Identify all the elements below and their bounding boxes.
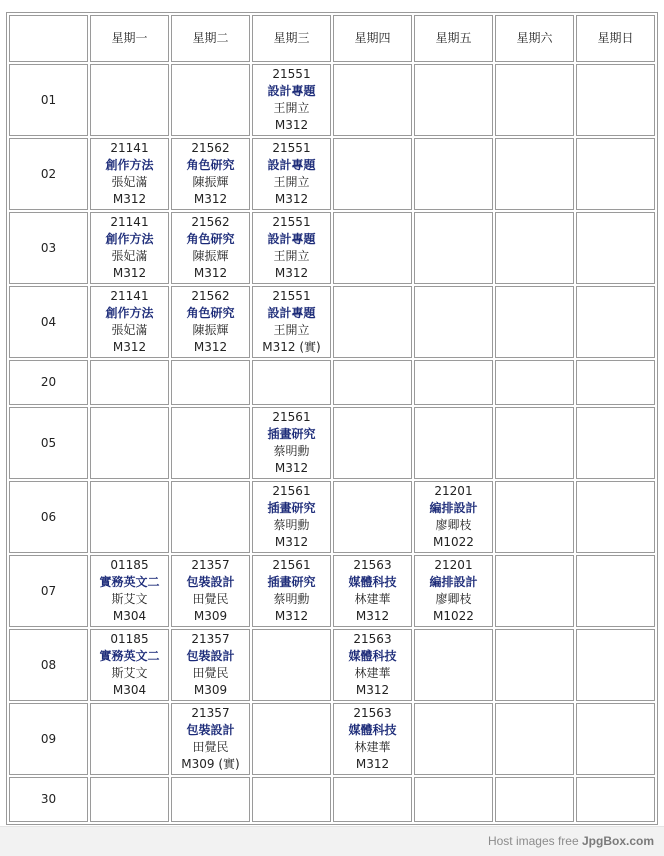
empty-cell xyxy=(414,360,493,405)
course-cell xyxy=(90,629,169,701)
course-teacher: 田覺民 xyxy=(192,592,229,606)
course-teacher: 王開立 xyxy=(273,101,310,115)
course-name: 設計專題 xyxy=(267,84,316,98)
course-teacher: 陳振輝 xyxy=(192,323,229,337)
course-name: 創作方法 xyxy=(105,158,154,172)
course-cell xyxy=(252,138,331,210)
empty-cell xyxy=(333,360,412,405)
course-teacher: 王開立 xyxy=(273,323,310,337)
course-cell xyxy=(90,212,169,284)
course-room: M312 xyxy=(193,266,228,280)
course-name: 設計專題 xyxy=(267,158,316,172)
course-cell xyxy=(171,629,250,701)
day-header-sun: 星期日 xyxy=(576,15,655,62)
course-cell xyxy=(414,481,493,553)
empty-cell xyxy=(576,481,655,553)
footer-prefix: Host images free xyxy=(487,834,579,848)
empty-cell xyxy=(252,777,331,822)
course-name: 插畫研究 xyxy=(267,575,316,589)
empty-cell xyxy=(414,629,493,701)
period-label: 02 xyxy=(9,138,88,210)
course-teacher: 蔡明勳 xyxy=(273,444,310,458)
course-cell xyxy=(252,286,331,358)
course-code: 21562 xyxy=(191,215,230,229)
course-room: M312 xyxy=(355,683,390,697)
period-label: 20 xyxy=(9,360,88,405)
course-cell xyxy=(252,407,331,479)
course-name: 包裝設計 xyxy=(186,575,235,589)
empty-cell xyxy=(414,138,493,210)
course-code: 21563 xyxy=(353,632,392,646)
period-row xyxy=(9,703,655,775)
course-room: M312 xyxy=(355,757,390,771)
empty-cell xyxy=(333,286,412,358)
empty-cell xyxy=(495,286,574,358)
course-room: M304 xyxy=(112,609,147,623)
period-label: 08 xyxy=(9,629,88,701)
course-room: M312 xyxy=(193,192,228,206)
course-code: 21562 xyxy=(191,141,230,155)
course-room: M312 (實) xyxy=(262,340,321,354)
course-teacher: 林建華 xyxy=(354,740,391,754)
course-teacher: 陳振輝 xyxy=(192,175,229,189)
empty-cell xyxy=(171,777,250,822)
course-name: 創作方法 xyxy=(105,306,154,320)
course-name: 包裝設計 xyxy=(186,723,235,737)
course-cell xyxy=(171,286,250,358)
empty-cell xyxy=(333,138,412,210)
course-code: 21357 xyxy=(191,632,230,646)
empty-cell xyxy=(90,360,169,405)
empty-cell xyxy=(576,703,655,775)
course-code: 21551 xyxy=(272,215,311,229)
empty-cell xyxy=(576,212,655,284)
course-code: 21201 xyxy=(434,484,473,498)
empty-cell xyxy=(495,360,574,405)
course-cell xyxy=(252,64,331,136)
course-teacher: 斯艾文 xyxy=(111,592,148,606)
empty-cell xyxy=(90,407,169,479)
empty-cell xyxy=(576,360,655,405)
day-header-mon: 星期一 xyxy=(90,15,169,62)
course-name: 實務英文二 xyxy=(99,575,160,589)
empty-cell xyxy=(414,64,493,136)
period-row xyxy=(9,138,655,210)
empty-cell xyxy=(495,629,574,701)
course-teacher: 張妃滿 xyxy=(111,323,148,337)
empty-cell xyxy=(90,64,169,136)
empty-cell xyxy=(414,212,493,284)
empty-cell xyxy=(576,555,655,627)
course-name: 實務英文二 xyxy=(99,649,160,663)
course-name: 插畫研究 xyxy=(267,427,316,441)
empty-cell xyxy=(252,629,331,701)
course-cell xyxy=(90,555,169,627)
empty-cell xyxy=(495,481,574,553)
course-teacher: 蔡明勳 xyxy=(273,518,310,532)
empty-cell xyxy=(414,286,493,358)
empty-cell xyxy=(495,407,574,479)
course-name: 媒體科技 xyxy=(348,723,397,737)
empty-cell xyxy=(333,777,412,822)
empty-cell xyxy=(333,64,412,136)
period-row xyxy=(9,629,655,701)
course-cell xyxy=(171,703,250,775)
course-room: M309 xyxy=(193,683,228,697)
course-code: 21141 xyxy=(110,141,149,155)
course-room: M304 xyxy=(112,683,147,697)
empty-cell xyxy=(90,703,169,775)
timetable-body xyxy=(9,15,655,822)
footer-brand-link[interactable]: JpgBox.com xyxy=(581,834,654,848)
course-teacher: 蔡明勳 xyxy=(273,592,310,606)
header-row xyxy=(9,15,655,62)
course-code: 21562 xyxy=(191,289,230,303)
empty-cell xyxy=(495,777,574,822)
course-teacher: 田覺民 xyxy=(192,740,229,754)
course-name: 包裝設計 xyxy=(186,649,235,663)
period-row xyxy=(9,481,655,553)
course-cell xyxy=(252,212,331,284)
course-room: M1022 xyxy=(433,535,474,549)
course-cell xyxy=(333,629,412,701)
empty-cell xyxy=(252,360,331,405)
course-room: M312 xyxy=(274,609,309,623)
course-code: 21201 xyxy=(434,558,473,572)
period-row xyxy=(9,555,655,627)
course-code: 21561 xyxy=(272,558,311,572)
course-room: M1022 xyxy=(433,609,474,623)
empty-cell xyxy=(576,407,655,479)
course-code: 01185 xyxy=(110,558,149,572)
empty-cell xyxy=(171,481,250,553)
course-cell xyxy=(90,286,169,358)
empty-cell xyxy=(171,360,250,405)
empty-cell xyxy=(495,138,574,210)
empty-cell xyxy=(171,407,250,479)
empty-cell xyxy=(495,212,574,284)
image-host-footer xyxy=(0,826,664,856)
course-code: 21357 xyxy=(191,706,230,720)
empty-cell xyxy=(414,777,493,822)
period-label: 05 xyxy=(9,407,88,479)
empty-cell xyxy=(576,629,655,701)
empty-cell xyxy=(171,64,250,136)
course-code: 21563 xyxy=(353,558,392,572)
course-cell xyxy=(333,703,412,775)
period-label: 06 xyxy=(9,481,88,553)
course-code: 21551 xyxy=(272,67,311,81)
period-row xyxy=(9,777,655,822)
empty-cell xyxy=(252,703,331,775)
empty-cell xyxy=(495,703,574,775)
day-header-sat: 星期六 xyxy=(495,15,574,62)
period-row xyxy=(9,286,655,358)
course-code: 21563 xyxy=(353,706,392,720)
course-code: 21141 xyxy=(110,289,149,303)
period-row xyxy=(9,64,655,136)
period-label: 01 xyxy=(9,64,88,136)
empty-cell xyxy=(414,703,493,775)
empty-cell xyxy=(576,138,655,210)
course-room: M312 xyxy=(193,340,228,354)
period-row xyxy=(9,212,655,284)
course-cell xyxy=(171,555,250,627)
course-room: M312 xyxy=(112,266,147,280)
course-teacher: 張妃滿 xyxy=(111,249,148,263)
course-teacher: 田覺民 xyxy=(192,666,229,680)
course-cell xyxy=(252,555,331,627)
course-name: 角色研究 xyxy=(186,232,235,246)
course-room: M312 xyxy=(274,461,309,475)
course-teacher: 廖卿枝 xyxy=(435,592,472,606)
course-room: M312 xyxy=(112,340,147,354)
empty-cell xyxy=(414,407,493,479)
course-room: M312 xyxy=(274,192,309,206)
corner-cell xyxy=(9,15,88,62)
period-row xyxy=(9,360,655,405)
day-header-thu: 星期四 xyxy=(333,15,412,62)
empty-cell xyxy=(576,64,655,136)
course-teacher: 斯艾文 xyxy=(111,666,148,680)
day-header-wed: 星期三 xyxy=(252,15,331,62)
course-name: 角色研究 xyxy=(186,306,235,320)
course-cell xyxy=(414,555,493,627)
course-name: 媒體科技 xyxy=(348,649,397,663)
course-teacher: 張妃滿 xyxy=(111,175,148,189)
period-row xyxy=(9,407,655,479)
course-code: 01185 xyxy=(110,632,149,646)
footer-text xyxy=(488,834,654,848)
course-teacher: 陳振輝 xyxy=(192,249,229,263)
course-name: 插畫研究 xyxy=(267,501,316,515)
course-code: 21551 xyxy=(272,141,311,155)
course-cell xyxy=(333,555,412,627)
course-teacher: 林建華 xyxy=(354,592,391,606)
course-room: M309 (實) xyxy=(181,757,240,771)
course-room: M312 xyxy=(274,266,309,280)
course-teacher: 王開立 xyxy=(273,249,310,263)
course-room: M312 xyxy=(112,192,147,206)
day-header-tue: 星期二 xyxy=(171,15,250,62)
day-header-fri: 星期五 xyxy=(414,15,493,62)
course-teacher: 王開立 xyxy=(273,175,310,189)
course-code: 21561 xyxy=(272,484,311,498)
course-teacher: 廖卿枝 xyxy=(435,518,472,532)
course-name: 設計專題 xyxy=(267,306,316,320)
empty-cell xyxy=(495,64,574,136)
course-room: M312 xyxy=(274,535,309,549)
empty-cell xyxy=(333,407,412,479)
course-teacher: 林建華 xyxy=(354,666,391,680)
course-room: M309 xyxy=(193,609,228,623)
course-cell xyxy=(171,212,250,284)
empty-cell xyxy=(90,481,169,553)
course-code: 21141 xyxy=(110,215,149,229)
course-room: M312 xyxy=(274,118,309,132)
empty-cell xyxy=(495,555,574,627)
course-code: 21561 xyxy=(272,410,311,424)
course-cell xyxy=(90,138,169,210)
course-code: 21551 xyxy=(272,289,311,303)
empty-cell xyxy=(333,212,412,284)
course-cell xyxy=(171,138,250,210)
empty-cell xyxy=(576,777,655,822)
course-room: M312 xyxy=(355,609,390,623)
period-label: 07 xyxy=(9,555,88,627)
timetable xyxy=(6,12,658,825)
course-name: 創作方法 xyxy=(105,232,154,246)
empty-cell xyxy=(90,777,169,822)
empty-cell xyxy=(576,286,655,358)
course-code: 21357 xyxy=(191,558,230,572)
period-label: 04 xyxy=(9,286,88,358)
course-name: 角色研究 xyxy=(186,158,235,172)
period-label: 03 xyxy=(9,212,88,284)
course-name: 編排設計 xyxy=(429,501,478,515)
period-label: 30 xyxy=(9,777,88,822)
course-name: 設計專題 xyxy=(267,232,316,246)
course-name: 編排設計 xyxy=(429,575,478,589)
empty-cell xyxy=(333,481,412,553)
period-label: 09 xyxy=(9,703,88,775)
course-cell xyxy=(252,481,331,553)
course-name: 媒體科技 xyxy=(348,575,397,589)
